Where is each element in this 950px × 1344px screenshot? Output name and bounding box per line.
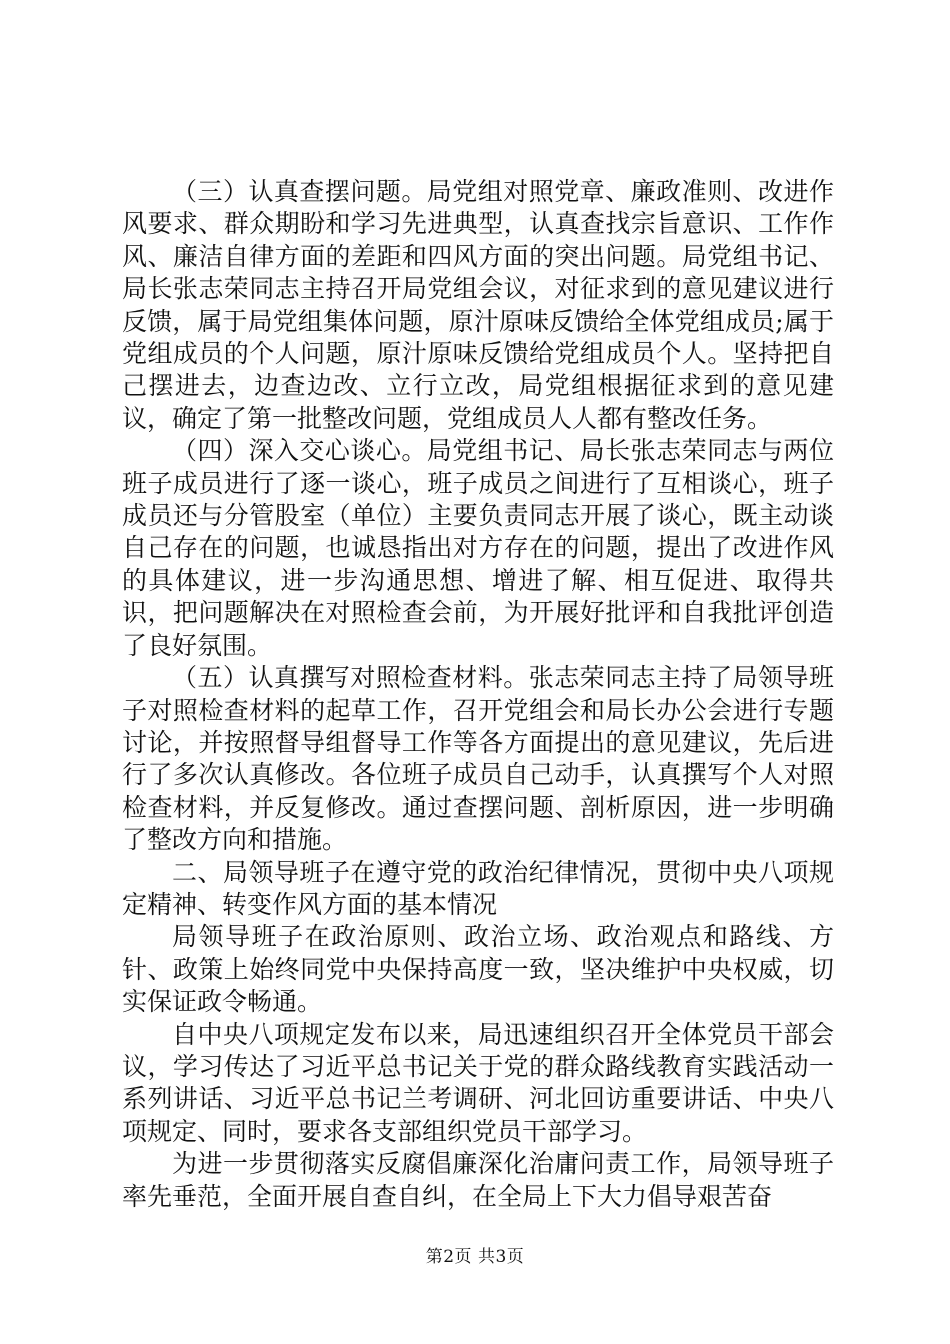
paragraph-anti-corruption: 为进一步贯彻落实反腐倡廉深化治庸问责工作，局领导班子率先垂范，全面开展自查自纠，在全局上下大力倡导艰苦奋 <box>122 1149 834 1211</box>
paragraph-section-4: （四）深入交心谈心。局党组书记、局长张志荣同志与两位班子成员进行了逐一谈心，班子成员之间进行了互相谈心，班子成员还与分管股室（单位）主要负责同志开展了谈心，既主动谈自己存在的问题，也诚恳指出对方存在的问题，提出了改进作风的具体建议，进一步沟通思想、增进了解、相互促进、取得共识，把问题解决在对照检查会前，为开展好批评和自我批评创造了良好氛围。 <box>122 436 834 660</box>
paragraph-section-5: （五）认真撰写对照检查材料。张志荣同志主持了局领导班子对照检查材料的起草工作，召开党组会和局长办公会进行专题讨论，并按照督导组督导工作等各方面提出的意见建议，先后进行了多次认真修改。各位班子成员自己动手，认真撰写个人对照检查材料，并反复修改。通过查摆问题、剖析原因，进一步明确了整改方向和措施。 <box>122 663 834 855</box>
paragraph-section-3: （三）认真查摆问题。局党组对照党章、廉政准则、改进作风要求、群众期盼和学习先进典型，认真查找宗旨意识、工作作风、廉洁自律方面的差距和四风方面的突出问题。局党组书记、局长张志荣同志主持召开局党组会议，对征求到的意见建议进行反馈，属于局党组集体问题，原汁原味反馈给全体党组成员;属于党组成员的个人问题，原汁原味反馈给党组成员个人。坚持把自己摆进去，边查边改、立行立改，局党组根据征求到的意见建议，确定了第一批整改问题，党组成员人人都有整改任务。 <box>122 177 834 433</box>
paragraph-eight-rules: 自中央八项规定发布以来，局迅速组织召开全体党员干部会议，学习传达了习近平总书记关于党的群众路线教育实践活动一系列讲话、习近平总书记兰考调研、河北回访重要讲话、中央八项规定、同时，要求各支部组织党员干部学习。 <box>122 1019 834 1146</box>
section-heading-2: 二、局领导班子在遵守党的政治纪律情况，贯彻中央八项规定精神、转变作风方面的基本情况 <box>122 857 834 919</box>
paragraph-political-principles: 局领导班子在政治原则、政治立场、政治观点和路线、方针、政策上始终同党中央保持高度一致，坚决维护中央权威，切实保证政令畅通。 <box>122 922 834 1017</box>
document-body <box>122 176 834 1213</box>
page-number-footer: 第2页 共3页 <box>425 1247 525 1267</box>
